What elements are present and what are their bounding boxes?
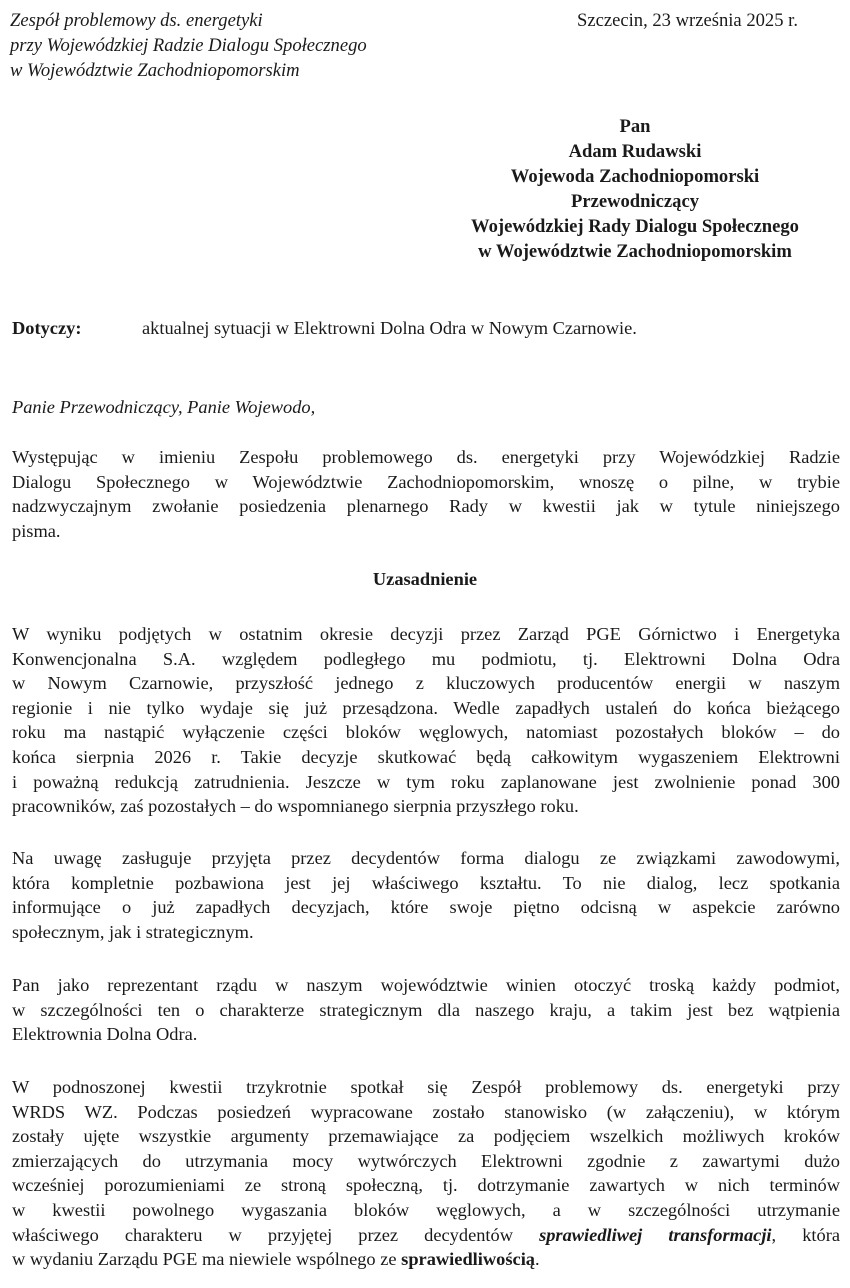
letter-date: Szczecin, 23 września 2025 r.: [577, 10, 798, 31]
recipient-line: Adam Rudawski: [568, 141, 702, 162]
text-line: Na uwagę zasługuje przyjęta przez decydentów forma dialogu ze związkami zawodowymi,: [12, 848, 840, 868]
text-line: roku ma nastąpić wyłączenie części bloków węglowych, natomiast pozostałych bloków – do: [12, 722, 840, 743]
text-line: W wyniku podjętych w ostatnim okresie decyzji przez Zarząd PGE Górnictwo i Energetyka: [12, 624, 840, 644]
text-line: w szczególności ten o charakterze strategicznym dla naszego kraju, a takim jest bez wątpienia: [12, 999, 840, 1020]
text-line: w Nowym Czarnowie, przyszłość jednego z kluczowych producentów energii w naszym: [12, 673, 840, 694]
text-line: końca sierpnia 2026 r. Takie decyzje skutkować będą całkowitym wygaszeniem Elektrowni: [12, 746, 840, 767]
text-line: pisma.: [12, 520, 61, 541]
text-run: w wydaniu Zarządu PGE ma niewiele wspólnego ze: [12, 1249, 402, 1270]
text-line: społecznym, jak i strategicznym.: [12, 921, 254, 942]
recipient-block: [420, 114, 850, 264]
section-heading: Uzasadnienie: [372, 569, 478, 589]
recipient-line: Wojewoda Zachodniopomorski: [510, 166, 760, 187]
text-line: zostały ujęte wszystkie argumenty przemawiające za podjęciem wszelkich możliwych kroków: [12, 1126, 840, 1147]
paragraph-3: [12, 973, 840, 1047]
text-line: i poważną redukcją zatrudnienia. Jeszcze w tym roku zaplanowane jest zwolnienie ponad 300: [12, 771, 840, 792]
subject-text: aktualnej sytuacji w Elektrowni Dolna Odra w Nowym Czarnowie.: [142, 318, 637, 338]
salutation: Panie Przewodniczący, Panie Wojewodo,: [12, 397, 316, 417]
text-line: nadzwyczajnym zwołanie posiedzenia plenarnego Rady w kwestii jak w tytule niniejszego: [12, 496, 840, 517]
paragraph-4: [12, 1075, 840, 1272]
text-line: wcześniej porozumieniami ze stroną społeczną, tj. dotrzymanie zawartych w nich terminów: [12, 1175, 840, 1196]
text-line: pracowników, zaś pozostałych – do wspomnianego sierpnia przyszłego roku.: [12, 796, 579, 817]
text-line: informujące o już zapadłych decyzjach, które swoje piętno odcisną w aspekcie zarówno: [12, 897, 840, 918]
text-run: właściwego charakteru w przyjętej przez decydentów: [12, 1224, 540, 1245]
text-line: Pan jako reprezentant rządu w naszym województwie winien otoczyć troską każdy podmiot,: [12, 975, 840, 995]
text-line: która kompletnie pozbawiona jest jej właściwego kształtu. To nie dialog, lecz spotkania: [12, 872, 840, 893]
subject-line: [12, 316, 637, 341]
paragraph-1: [12, 622, 840, 819]
sender-line: Zespół problemowy ds. energetyki: [10, 10, 263, 31]
emphasis-just-transformation: sprawiedliwej transformacji: [539, 1224, 772, 1245]
text-line: Dialogu Społecznego w Województwie Zachodniopomorskim, wnoszę o pilne, w trybie: [12, 471, 840, 492]
sender-line: przy Wojewódzkiej Radzie Dialogu Społecznego: [10, 35, 367, 56]
recipient-line: Pan: [619, 116, 651, 137]
text-line: Konwencjonalna S.A. względem podległego mu podmiotu, tj. Elektrowni Dolna Odra: [12, 648, 840, 669]
emphasis-justice: sprawiedliwością: [401, 1249, 536, 1270]
text-line: W podnoszonej kwestii trzykrotnie spotkał się Zespół problemowy ds. energetyki przy: [12, 1077, 840, 1097]
text-line: zmierzających do utrzymania mocy wytwórczych Elektrowni zgodnie z zawartymi dużo: [12, 1150, 840, 1171]
recipient-line: Przewodniczący: [570, 191, 700, 212]
sender-line: w Województwie Zachodniopomorskim: [10, 60, 300, 81]
sender-block: [10, 8, 367, 83]
text-line: Elektrownia Dolna Odra.: [12, 1024, 198, 1045]
text-run: , która: [771, 1224, 840, 1245]
paragraph-2: [12, 846, 840, 944]
intro-paragraph: [12, 445, 840, 543]
text-line: regionie i nie tylko wydaje się już przesądzona. Wedle zapadłych ustaleń do końca bieżącego: [12, 697, 840, 718]
text-line: Występując w imieniu Zespołu problemowego ds. energetyki przy Wojewódzkiej Radzie: [12, 447, 840, 467]
text-line: [12, 1223, 840, 1248]
text-line: [12, 1247, 840, 1272]
text-line: w kwestii powolnego wygaszania bloków węglowych, a w szczególności utrzymanie: [12, 1199, 840, 1220]
text-line: WRDS WZ. Podczas posiedzeń wypracowane zostało stanowisko (w załączeniu), w którym: [12, 1101, 840, 1122]
text-run: .: [535, 1249, 540, 1270]
recipient-line: w Województwie Zachodniopomorskim: [478, 241, 792, 262]
subject-label: Dotyczy:: [12, 318, 82, 338]
recipient-line: Wojewódzkiej Rady Dialogu Społecznego: [471, 216, 799, 237]
